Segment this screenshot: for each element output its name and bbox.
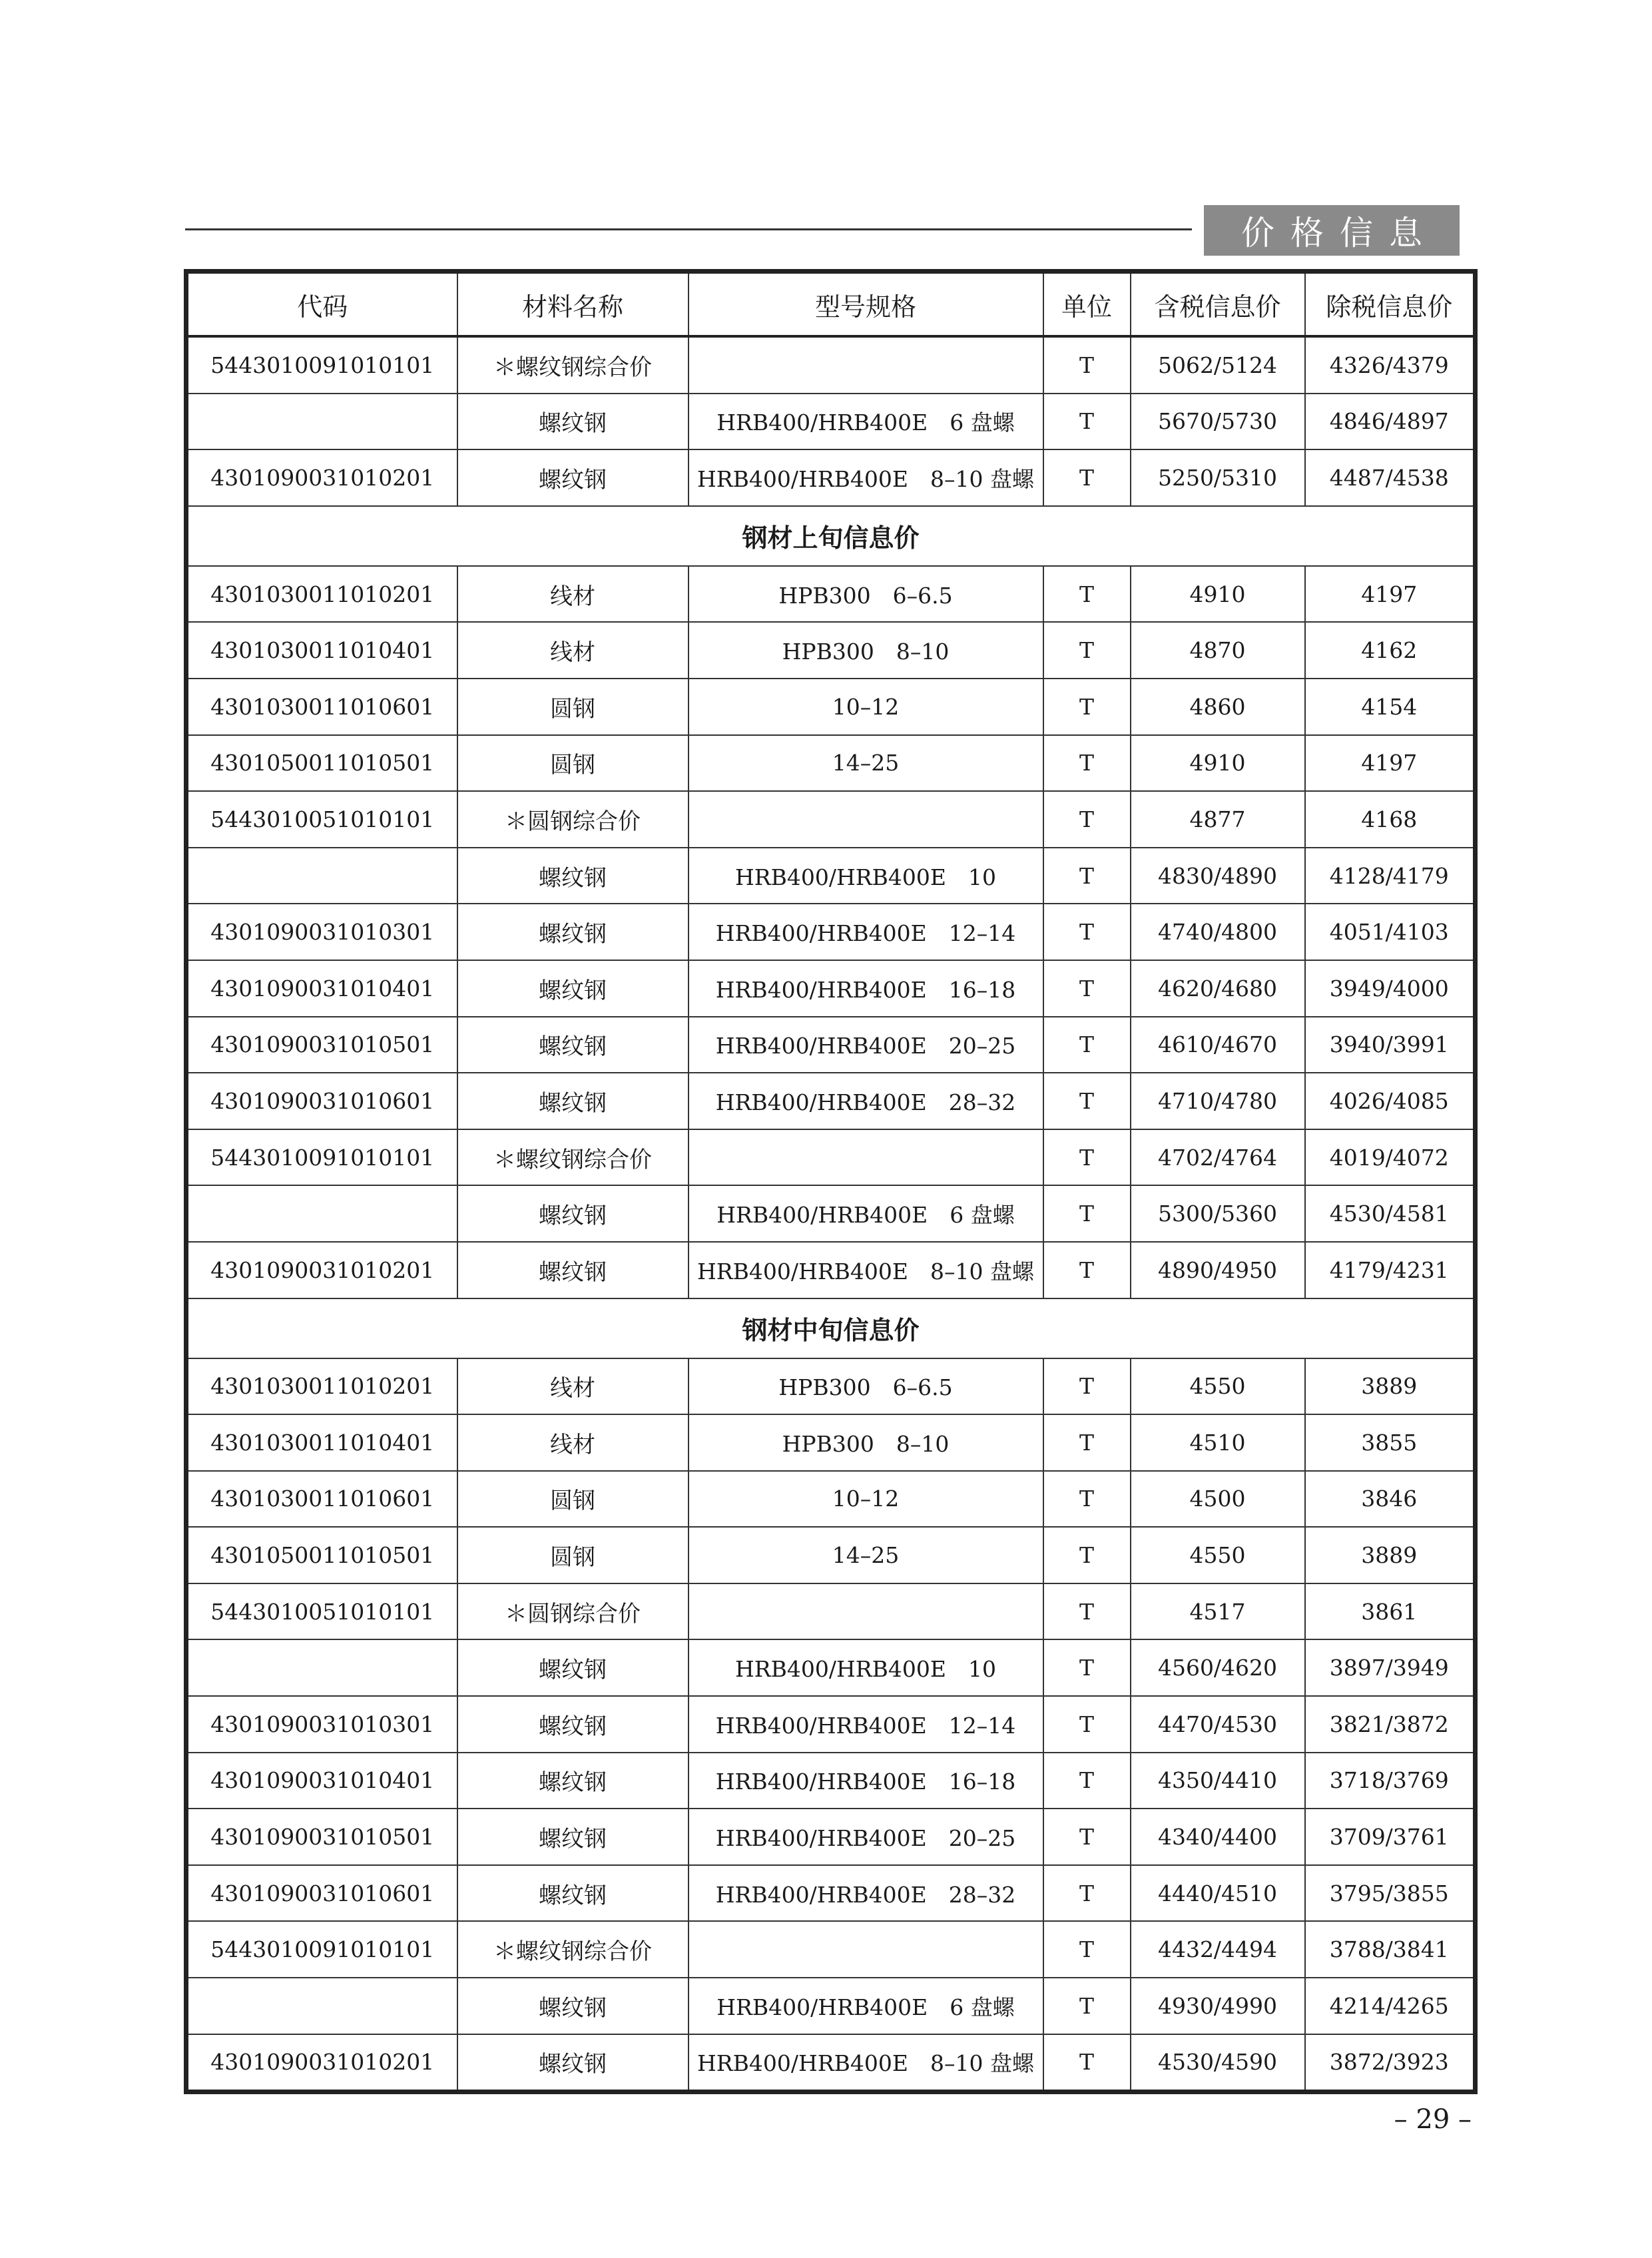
table-row: [186, 1129, 1476, 1186]
cell-material-name: 螺纹钢: [457, 1242, 688, 1298]
cell-unit: T: [1043, 336, 1131, 394]
cell-spec: HRB400/HRB400E 16–18: [688, 960, 1043, 1017]
cell-spec: HRB400/HRB400E 8–10 盘螺: [688, 449, 1043, 506]
table-row: [186, 1696, 1476, 1753]
cell-price-tax-included: 4910: [1131, 735, 1305, 792]
cell-unit: T: [1043, 1865, 1131, 1922]
cell-spec: HRB400/HRB400E 8–10 盘螺: [688, 1242, 1043, 1298]
cell-code: 4301030011010201: [186, 1358, 457, 1415]
column-header-price-tax-excluded: 除税信息价: [1305, 272, 1476, 337]
section-heading: 钢材上旬信息价: [186, 506, 1476, 566]
cell-material-name: 螺纹钢: [457, 1753, 688, 1809]
section-title-tab: 价格信息: [1204, 205, 1460, 256]
cell-code: 4301030011010401: [186, 622, 457, 679]
cell-price-tax-excluded: 4214/4265: [1305, 1978, 1476, 2034]
cell-code: 4301030011010601: [186, 1471, 457, 1528]
cell-code: 4301090031010201: [186, 449, 457, 506]
cell-unit: T: [1043, 1978, 1131, 2034]
cell-price-tax-excluded: 3718/3769: [1305, 1753, 1476, 1809]
cell-unit: T: [1043, 2034, 1131, 2092]
cell-code: 5443010051010101: [186, 791, 457, 848]
cell-spec: [688, 1921, 1043, 1978]
cell-code: 4301090031010401: [186, 1753, 457, 1809]
cell-material-name: 螺纹钢: [457, 1185, 688, 1242]
cell-price-tax-included: 5062/5124: [1131, 336, 1305, 394]
cell-price-tax-included: 4910: [1131, 566, 1305, 623]
cell-unit: T: [1043, 1753, 1131, 1809]
table-header-row: [186, 272, 1476, 337]
cell-spec: HPB300 6–6.5: [688, 566, 1043, 623]
cell-code: 4301090031010201: [186, 1242, 457, 1298]
cell-material-name: 螺纹钢: [457, 1865, 688, 1922]
table-row: [186, 1753, 1476, 1809]
cell-spec: HPB300 8–10: [688, 1414, 1043, 1471]
cell-price-tax-excluded: 4019/4072: [1305, 1129, 1476, 1186]
cell-price-tax-excluded: 4530/4581: [1305, 1185, 1476, 1242]
cell-price-tax-included: 4860: [1131, 679, 1305, 735]
table-row: [186, 1358, 1476, 1415]
cell-code: [186, 1978, 457, 2034]
cell-price-tax-excluded: 3788/3841: [1305, 1921, 1476, 1978]
cell-material-name: 线材: [457, 622, 688, 679]
table-row: [186, 449, 1476, 506]
cell-code: 4301090031010301: [186, 904, 457, 960]
cell-unit: T: [1043, 904, 1131, 960]
cell-spec: 10–12: [688, 679, 1043, 735]
cell-material-name: 线材: [457, 1358, 688, 1415]
cell-spec: HRB400/HRB400E 12–14: [688, 1696, 1043, 1753]
cell-material-name: 圆钢: [457, 735, 688, 792]
price-table: [184, 269, 1478, 2094]
cell-unit: T: [1043, 449, 1131, 506]
cell-price-tax-included: 4510: [1131, 1414, 1305, 1471]
table-row: [186, 394, 1476, 450]
cell-price-tax-excluded: 3821/3872: [1305, 1696, 1476, 1753]
cell-unit: T: [1043, 1583, 1131, 1640]
cell-material-name: 螺纹钢: [457, 1639, 688, 1696]
cell-material-name: 圆钢: [457, 679, 688, 735]
cell-price-tax-excluded: 4128/4179: [1305, 848, 1476, 904]
cell-price-tax-excluded: 4179/4231: [1305, 1242, 1476, 1298]
cell-spec: HRB400/HRB400E 12–14: [688, 904, 1043, 960]
table-row: [186, 1639, 1476, 1696]
cell-spec: HRB400/HRB400E 6 盘螺: [688, 1185, 1043, 1242]
cell-material-name: 线材: [457, 1414, 688, 1471]
cell-unit: T: [1043, 1696, 1131, 1753]
cell-unit: T: [1043, 1809, 1131, 1865]
cell-spec: 14–25: [688, 1527, 1043, 1583]
cell-code: 4301090031010201: [186, 2034, 457, 2092]
cell-price-tax-included: 4470/4530: [1131, 1696, 1305, 1753]
cell-material-name: 圆钢: [457, 1471, 688, 1528]
cell-unit: T: [1043, 679, 1131, 735]
cell-material-name: 螺纹钢: [457, 1978, 688, 2034]
cell-code: 4301050011010501: [186, 1527, 457, 1583]
cell-material-name: 螺纹钢: [457, 394, 688, 450]
cell-spec: HRB400/HRB400E 10: [688, 1639, 1043, 1696]
cell-material-name: 线材: [457, 566, 688, 623]
table-row: [186, 1527, 1476, 1583]
cell-unit: T: [1043, 1242, 1131, 1298]
cell-code: 5443010091010101: [186, 1921, 457, 1978]
cell-price-tax-included: 4930/4990: [1131, 1978, 1305, 2034]
cell-unit: T: [1043, 622, 1131, 679]
table-row: [186, 1978, 1476, 2034]
table-row: [186, 1865, 1476, 1922]
cell-material-name: 螺纹钢: [457, 960, 688, 1017]
cell-code: 5443010091010101: [186, 1129, 457, 1186]
cell-spec: HPB300 6–6.5: [688, 1358, 1043, 1415]
cell-spec: HRB400/HRB400E 16–18: [688, 1753, 1043, 1809]
cell-price-tax-included: 4550: [1131, 1527, 1305, 1583]
cell-material-name: 螺纹钢: [457, 848, 688, 904]
column-header-price-tax-included: 含税信息价: [1131, 272, 1305, 337]
cell-price-tax-excluded: 4026/4085: [1305, 1073, 1476, 1129]
column-header-code: 代码: [186, 272, 457, 337]
cell-code: 4301090031010601: [186, 1865, 457, 1922]
cell-price-tax-excluded: 4197: [1305, 735, 1476, 792]
cell-price-tax-excluded: 3846: [1305, 1471, 1476, 1528]
cell-code: 4301090031010401: [186, 960, 457, 1017]
cell-price-tax-included: 4830/4890: [1131, 848, 1305, 904]
cell-material-name: ＊螺纹钢综合价: [457, 1129, 688, 1186]
cell-material-name: ＊圆钢综合价: [457, 1583, 688, 1640]
table-body: [186, 336, 1476, 2092]
cell-price-tax-excluded: 3855: [1305, 1414, 1476, 1471]
cell-code: 4301090031010501: [186, 1017, 457, 1073]
cell-material-name: ＊圆钢综合价: [457, 791, 688, 848]
table-row: [186, 679, 1476, 735]
cell-spec: HRB400/HRB400E 28–32: [688, 1073, 1043, 1129]
column-header-unit: 单位: [1043, 272, 1131, 337]
cell-spec: [688, 336, 1043, 394]
cell-price-tax-excluded: 3861: [1305, 1583, 1476, 1640]
cell-material-name: 圆钢: [457, 1527, 688, 1583]
cell-price-tax-included: 4620/4680: [1131, 960, 1305, 1017]
cell-material-name: ＊螺纹钢综合价: [457, 1921, 688, 1978]
cell-price-tax-included: 4432/4494: [1131, 1921, 1305, 1978]
cell-spec: [688, 791, 1043, 848]
cell-spec: HRB400/HRB400E 10: [688, 848, 1043, 904]
table-row: [186, 1583, 1476, 1640]
cell-unit: T: [1043, 1639, 1131, 1696]
table-row: [186, 960, 1476, 1017]
cell-price-tax-excluded: 3889: [1305, 1527, 1476, 1583]
cell-unit: T: [1043, 1017, 1131, 1073]
cell-price-tax-included: 4550: [1131, 1358, 1305, 1415]
cell-price-tax-included: 4710/4780: [1131, 1073, 1305, 1129]
cell-spec: 10–12: [688, 1471, 1043, 1528]
table-row: [186, 336, 1476, 394]
cell-code: 4301090031010601: [186, 1073, 457, 1129]
cell-code: [186, 394, 457, 450]
cell-spec: [688, 1129, 1043, 1186]
cell-price-tax-included: 4877: [1131, 791, 1305, 848]
cell-spec: HRB400/HRB400E 20–25: [688, 1809, 1043, 1865]
cell-material-name: 螺纹钢: [457, 904, 688, 960]
table-row: [186, 2034, 1476, 2092]
cell-code: 4301090031010301: [186, 1696, 457, 1753]
cell-unit: T: [1043, 791, 1131, 848]
cell-code: [186, 848, 457, 904]
cell-price-tax-excluded: 3889: [1305, 1358, 1476, 1415]
table-row: [186, 1017, 1476, 1073]
cell-unit: T: [1043, 1921, 1131, 1978]
cell-unit: T: [1043, 1527, 1131, 1583]
cell-unit: T: [1043, 960, 1131, 1017]
cell-price-tax-excluded: 3949/4000: [1305, 960, 1476, 1017]
table-row: [186, 1921, 1476, 1978]
table-row: [186, 1242, 1476, 1298]
cell-unit: T: [1043, 1358, 1131, 1415]
cell-unit: T: [1043, 1471, 1131, 1528]
table-row: [186, 566, 1476, 623]
section-heading-row: [186, 1298, 1476, 1358]
cell-price-tax-included: 5300/5360: [1131, 1185, 1305, 1242]
cell-price-tax-included: 4702/4764: [1131, 1129, 1305, 1186]
cell-price-tax-included: 5670/5730: [1131, 394, 1305, 450]
cell-spec: HRB400/HRB400E 20–25: [688, 1017, 1043, 1073]
table-row: [186, 622, 1476, 679]
cell-code: 5443010091010101: [186, 336, 457, 394]
cell-spec: HPB300 8–10: [688, 622, 1043, 679]
table-row: [186, 1809, 1476, 1865]
column-header-material-name: 材料名称: [457, 272, 688, 337]
cell-unit: T: [1043, 1185, 1131, 1242]
cell-material-name: 螺纹钢: [457, 1809, 688, 1865]
cell-unit: T: [1043, 566, 1131, 623]
cell-material-name: 螺纹钢: [457, 1073, 688, 1129]
cell-price-tax-included: 4440/4510: [1131, 1865, 1305, 1922]
cell-price-tax-excluded: 4168: [1305, 791, 1476, 848]
cell-material-name: 螺纹钢: [457, 449, 688, 506]
column-header-spec: 型号规格: [688, 272, 1043, 337]
section-heading: 钢材中旬信息价: [186, 1298, 1476, 1358]
cell-price-tax-excluded: 4487/4538: [1305, 449, 1476, 506]
cell-price-tax-included: 4610/4670: [1131, 1017, 1305, 1073]
cell-material-name: 螺纹钢: [457, 1696, 688, 1753]
cell-code: [186, 1639, 457, 1696]
cell-unit: T: [1043, 848, 1131, 904]
cell-price-tax-excluded: 4197: [1305, 566, 1476, 623]
cell-material-name: 螺纹钢: [457, 2034, 688, 2092]
cell-price-tax-included: 4350/4410: [1131, 1753, 1305, 1809]
cell-price-tax-excluded: 3940/3991: [1305, 1017, 1476, 1073]
cell-price-tax-excluded: 4162: [1305, 622, 1476, 679]
table-row: [186, 1471, 1476, 1528]
cell-code: 4301090031010501: [186, 1809, 457, 1865]
page-number: – 29 –: [1394, 2104, 1472, 2135]
cell-spec: 14–25: [688, 735, 1043, 792]
cell-unit: T: [1043, 1129, 1131, 1186]
cell-price-tax-excluded: 4154: [1305, 679, 1476, 735]
cell-unit: T: [1043, 1414, 1131, 1471]
cell-unit: T: [1043, 735, 1131, 792]
cell-price-tax-included: 4500: [1131, 1471, 1305, 1528]
table-row: [186, 791, 1476, 848]
cell-price-tax-excluded: 3872/3923: [1305, 2034, 1476, 2092]
cell-code: 4301030011010401: [186, 1414, 457, 1471]
cell-price-tax-included: 4740/4800: [1131, 904, 1305, 960]
cell-unit: T: [1043, 394, 1131, 450]
cell-price-tax-included: 4517: [1131, 1583, 1305, 1640]
cell-spec: HRB400/HRB400E 28–32: [688, 1865, 1043, 1922]
cell-spec: [688, 1583, 1043, 1640]
table-row: [186, 735, 1476, 792]
cell-code: [186, 1185, 457, 1242]
cell-price-tax-included: 4890/4950: [1131, 1242, 1305, 1298]
table-row: [186, 1185, 1476, 1242]
table-row: [186, 1414, 1476, 1471]
cell-material-name: ＊螺纹钢综合价: [457, 336, 688, 394]
cell-material-name: 螺纹钢: [457, 1017, 688, 1073]
header-rule: [185, 228, 1192, 230]
cell-price-tax-excluded: 3795/3855: [1305, 1865, 1476, 1922]
cell-code: 5443010051010101: [186, 1583, 457, 1640]
cell-code: 4301030011010601: [186, 679, 457, 735]
table-row: [186, 904, 1476, 960]
table-row: [186, 848, 1476, 904]
cell-price-tax-included: 4560/4620: [1131, 1639, 1305, 1696]
cell-spec: HRB400/HRB400E 6 盘螺: [688, 394, 1043, 450]
table-row: [186, 1073, 1476, 1129]
cell-price-tax-included: 4870: [1131, 622, 1305, 679]
cell-price-tax-excluded: 4326/4379: [1305, 336, 1476, 394]
cell-spec: HRB400/HRB400E 8–10 盘螺: [688, 2034, 1043, 2092]
cell-price-tax-excluded: 3897/3949: [1305, 1639, 1476, 1696]
cell-code: 4301030011010201: [186, 566, 457, 623]
section-heading-row: [186, 506, 1476, 566]
cell-price-tax-included: 4530/4590: [1131, 2034, 1305, 2092]
cell-unit: T: [1043, 1073, 1131, 1129]
cell-spec: HRB400/HRB400E 6 盘螺: [688, 1978, 1043, 2034]
cell-price-tax-excluded: 3709/3761: [1305, 1809, 1476, 1865]
cell-price-tax-included: 4340/4400: [1131, 1809, 1305, 1865]
cell-price-tax-included: 5250/5310: [1131, 449, 1305, 506]
cell-code: 4301050011010501: [186, 735, 457, 792]
cell-price-tax-excluded: 4846/4897: [1305, 394, 1476, 450]
cell-price-tax-excluded: 4051/4103: [1305, 904, 1476, 960]
